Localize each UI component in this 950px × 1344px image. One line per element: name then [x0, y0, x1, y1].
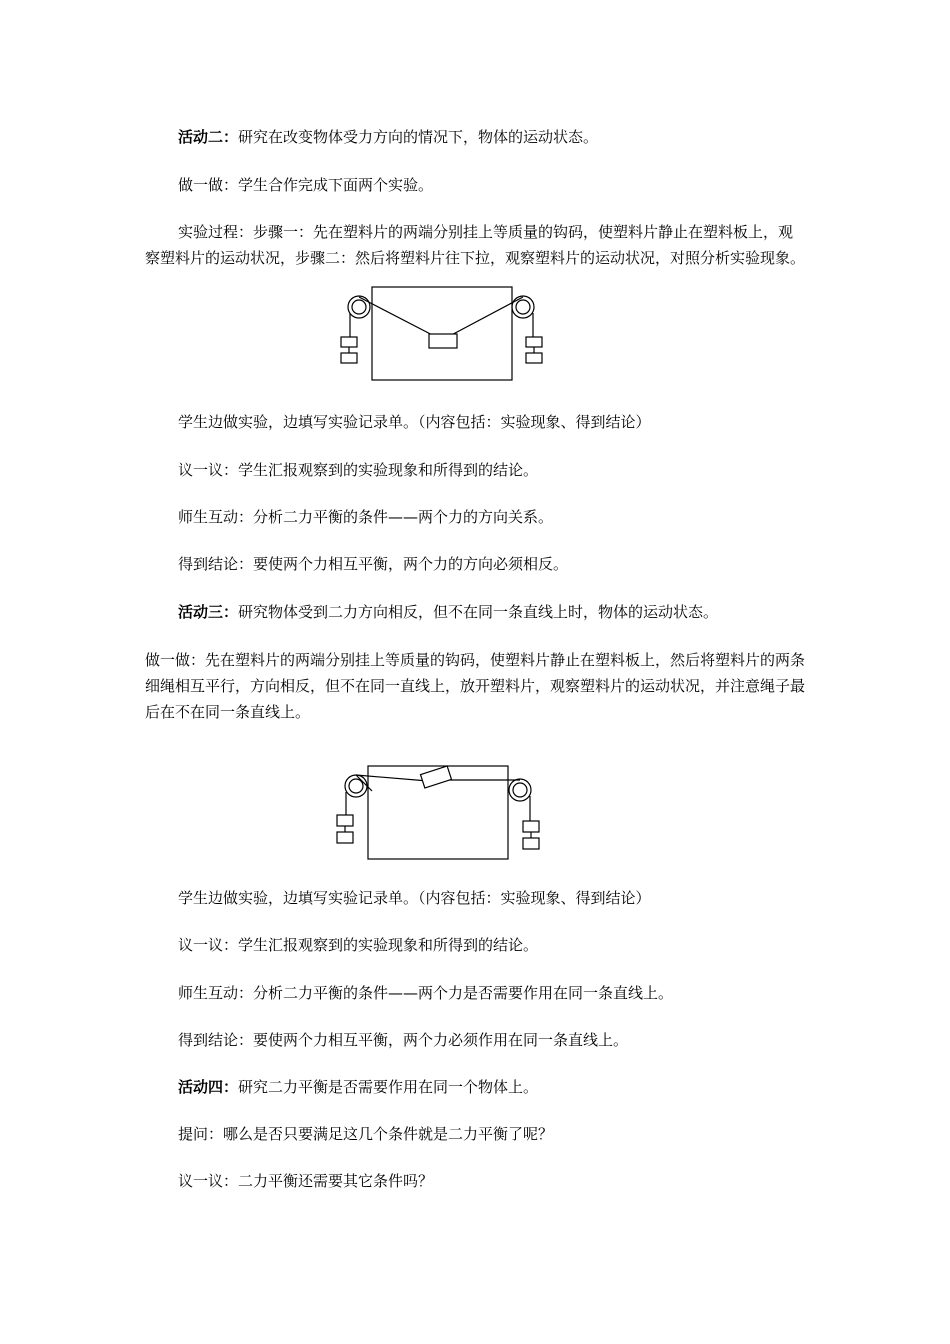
plastic-piece	[429, 334, 457, 348]
figure-pulley-apparatus-1	[330, 285, 560, 385]
activity3-record: 学生边做实验，边填写实验记录单。（内容包括：实验现象、得到结论）	[178, 889, 651, 907]
activity2-heading	[178, 124, 598, 150]
pulley-diagram-1	[330, 285, 560, 385]
activity2-record: 学生边做实验，边填写实验记录单。（内容包括：实验现象、得到结论）	[178, 413, 651, 431]
left-pulley	[345, 775, 367, 797]
left-weight-1	[341, 337, 357, 347]
activity4-heading	[178, 1074, 538, 1100]
activity4-question: 提问：哪么是否只要满足这几个条件就是二力平衡了呢？	[178, 1125, 554, 1143]
plastic-piece	[421, 766, 452, 788]
right-pulley	[512, 296, 534, 318]
right-pulley	[509, 779, 531, 801]
activity3-discuss: 议一议：学生汇报观察到的实验现象和所得到的结论。	[178, 936, 539, 954]
activity2-heading-label: 活动二：	[178, 128, 239, 146]
activity2-heading-text: 研究在改变物体受力方向的情况下，物体的运动状态。	[238, 128, 599, 146]
activity3-heading-text: 研究物体受到二力方向相反，但不在同一条直线上时，物体的运动状态。	[238, 603, 719, 621]
activity3-conclusion: 得到结论：要使两个力相互平衡，两个力必须作用在同一条直线上。	[178, 1031, 629, 1049]
activity3-interact: 师生互动：分析二力平衡的条件——两个力是否需要作用在同一条直线上。	[178, 984, 674, 1002]
activity2-do-it: 做一做：学生合作完成下面两个实验。	[178, 176, 434, 194]
activity2-discuss: 议一议：学生汇报观察到的实验现象和所得到的结论。	[178, 461, 539, 479]
figure-pulley-apparatus-2	[330, 763, 560, 863]
left-weight-2	[341, 353, 357, 363]
activity4-discuss: 议一议：二力平衡还需要其它条件吗？	[178, 1172, 434, 1190]
activity3-do-it: 做一做：先在塑料片的两端分别挂上等质量的钩码，使塑料片静止在塑料板上，然后将塑料片的两条细绳相互平行，方向相反，但不在同一直线上，放开塑料片，观察塑料片的运动状况，并注意绳子最后在不在同一条直线上。	[145, 651, 806, 721]
right-weight-1	[526, 337, 542, 347]
left-pulley	[348, 296, 370, 318]
activity2-conclusion: 得到结论：要使两个力相互平衡，两个力的方向必须相反。	[178, 555, 569, 573]
activity4-heading-text: 研究二力平衡是否需要作用在同一个物体上。	[238, 1078, 539, 1096]
right-weight-1	[523, 821, 539, 832]
left-weight-2	[337, 832, 353, 843]
activity3-heading-label: 活动三：	[178, 603, 239, 621]
activity2-interact: 师生互动：分析二力平衡的条件——两个力的方向关系。	[178, 508, 554, 526]
activity4-heading-label: 活动四：	[178, 1078, 239, 1096]
activity2-process: 实验过程：步骤一：先在塑料片的两端分别挂上等质量的钩码，使塑料片静止在塑料板上，观察塑料片的运动状况，步骤二：然后将塑料片往下拉，观察塑料片的运动状况，对照分析实验现象。	[145, 223, 806, 267]
pulley-diagram-2	[330, 763, 560, 863]
activity3-heading	[178, 599, 718, 625]
right-weight-2	[526, 353, 542, 363]
left-weight-1	[337, 815, 353, 826]
right-weight-2	[523, 838, 539, 849]
